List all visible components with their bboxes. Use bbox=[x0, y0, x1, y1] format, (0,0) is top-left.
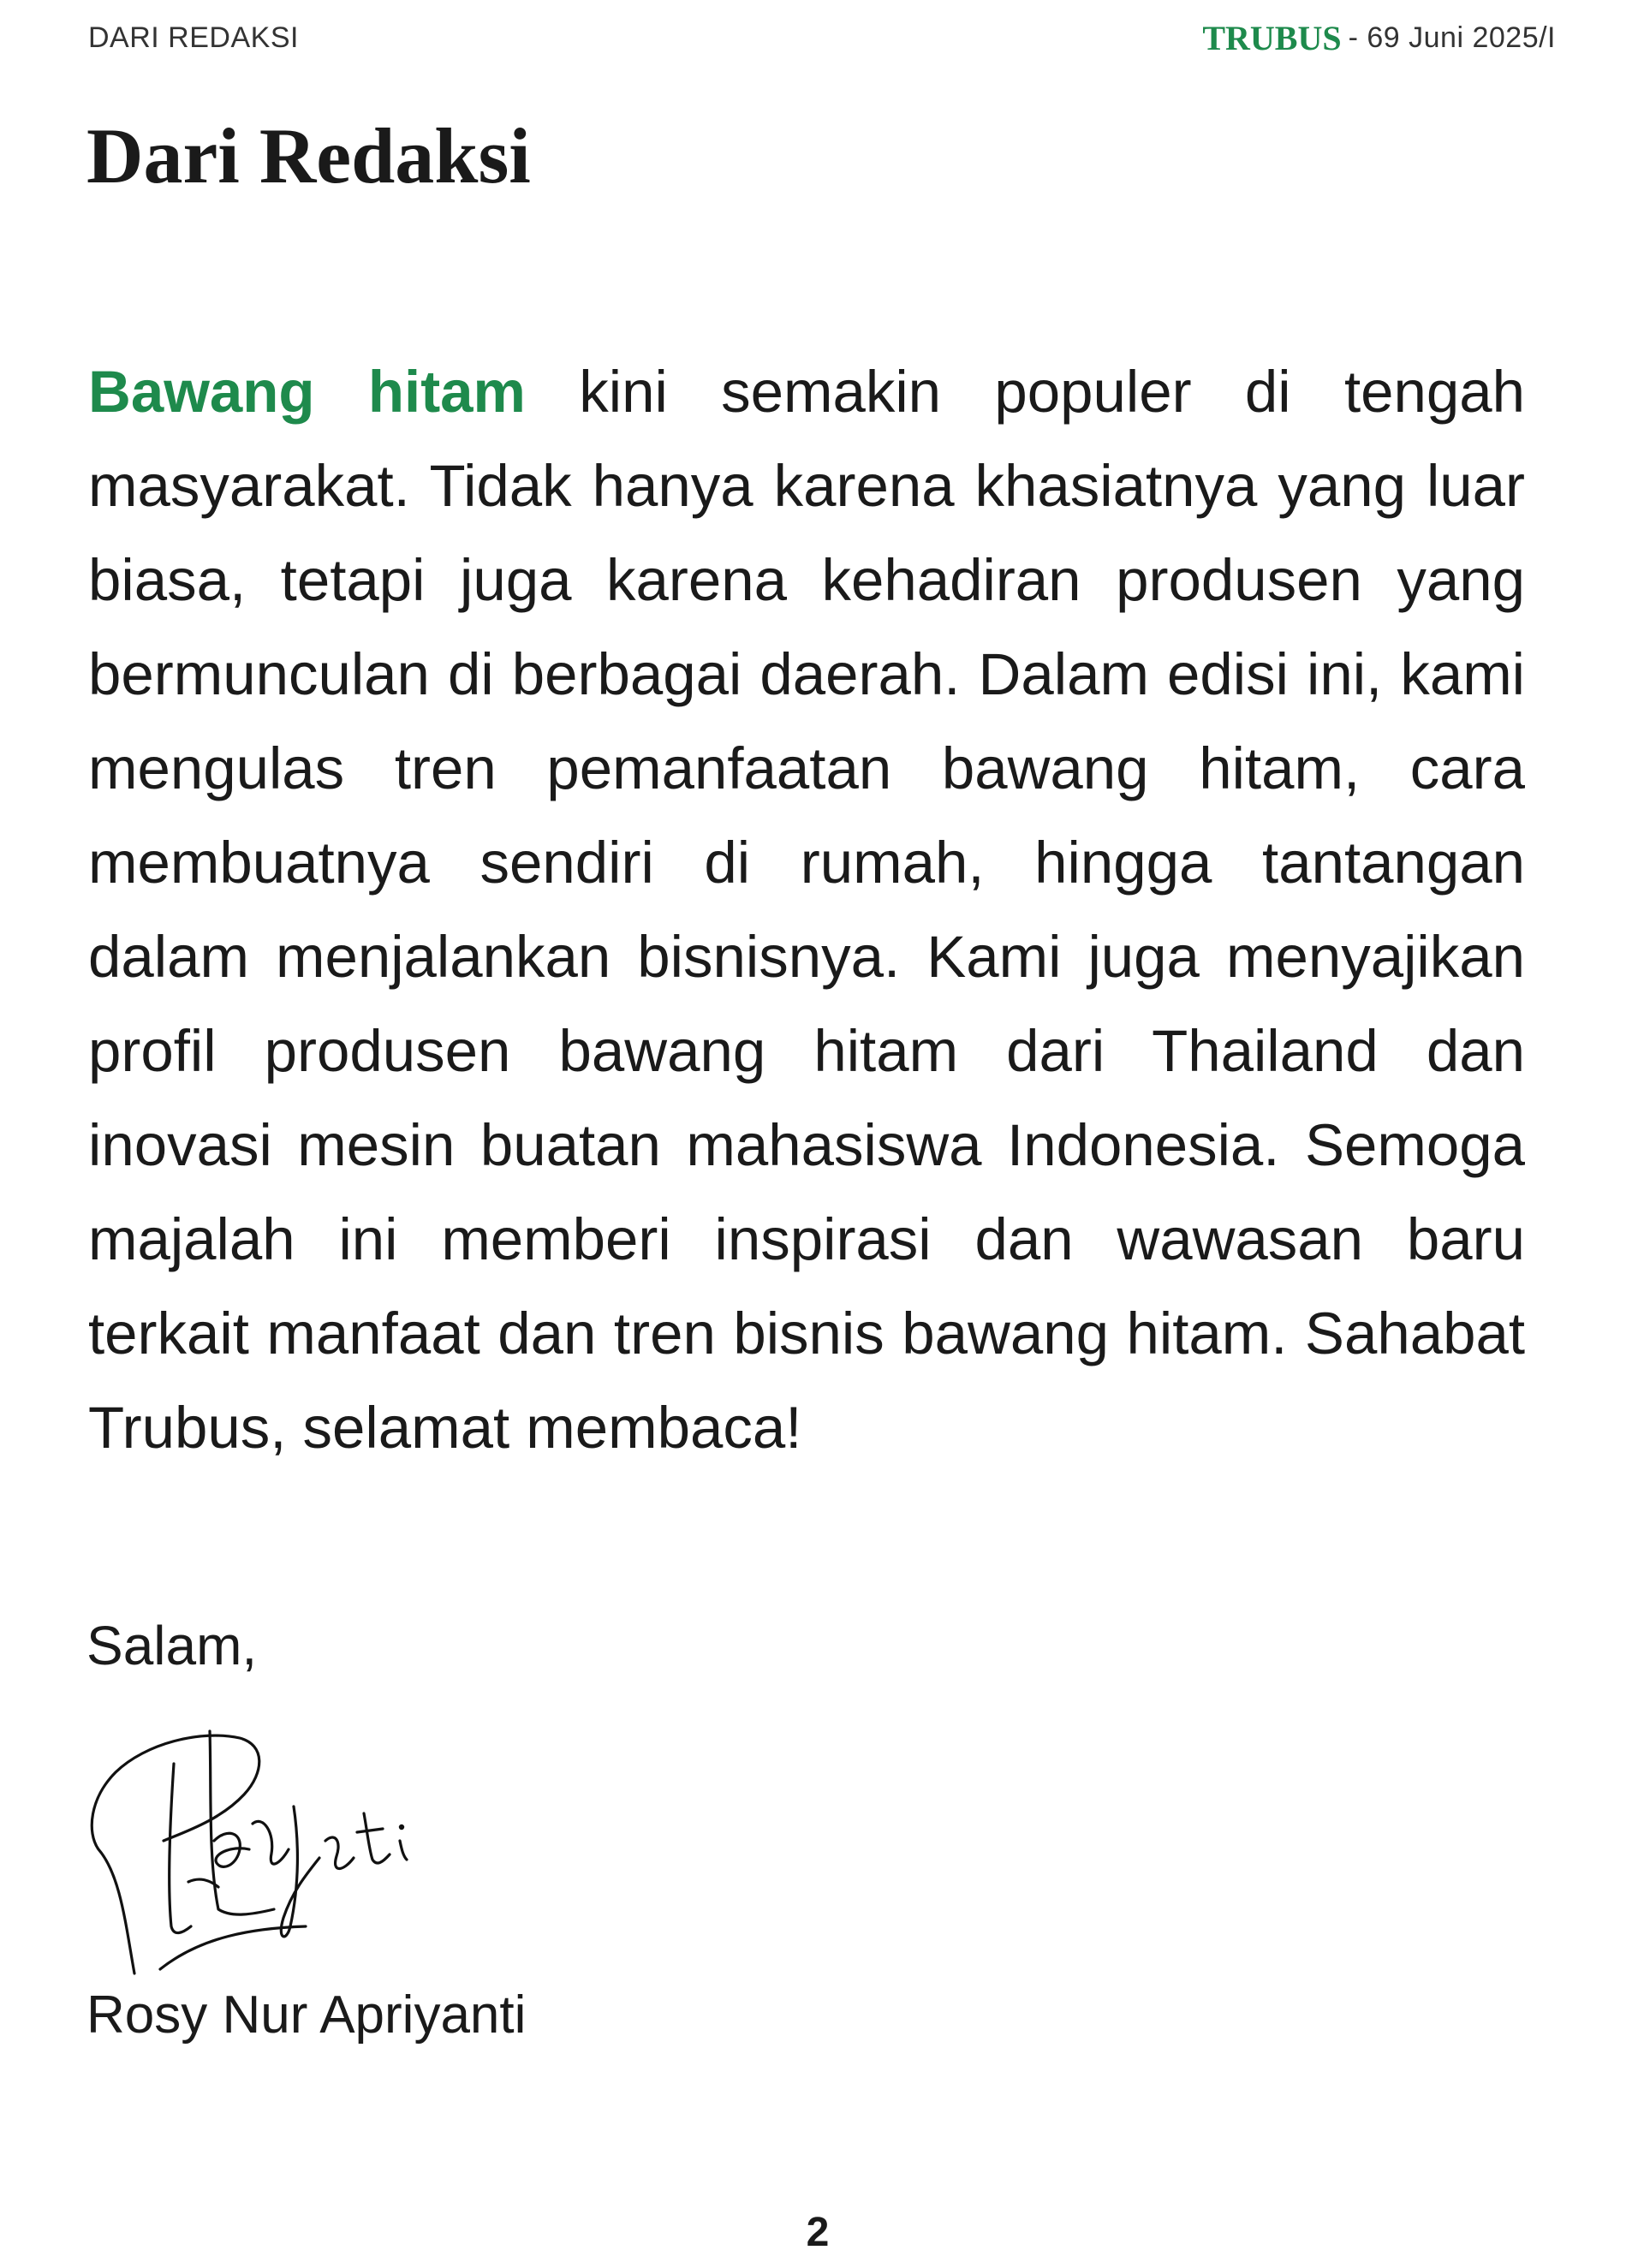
issue-info bbox=[1202, 18, 1556, 58]
editorial-body bbox=[88, 345, 1525, 1475]
running-head bbox=[88, 12, 1556, 63]
section-label: DARI REDAKSI bbox=[88, 21, 299, 54]
issue-label: - 69 Juni 2025/I bbox=[1348, 21, 1556, 54]
page-title: Dari Redaksi bbox=[86, 112, 531, 199]
trubus-logo: TRUBUS bbox=[1202, 18, 1342, 57]
editorial-text: kini semakin populer di tengah masyarakat. Tidak hanya karena khasiatnya yang luar biasa, tetapi juga karena kehadiran produsen yang bermunculan di berbagai daerah. Dalam edisi ini, kami mengulas tren pemanfaatan bawang hitam, cara membuatnya sendiri di rumah, hingga tantangan dalam menjalankan bisnisnya. Kami juga menyajikan profil produsen bawang hitam dari Thailand dan inovasi mesin buatan mahasiswa Indonesia. Semoga majalah ini memberi inspirasi dan wawasan baru terkait manfaat dan tren bisnis bawang hitam. Sahabat Trubus, selamat membaca! bbox=[88, 359, 1525, 1461]
signer-name: Rosy Nur Apriyanti bbox=[86, 1985, 527, 2045]
closing-salutation: Salam, bbox=[86, 1615, 258, 1676]
highlighted-lead: Bawang hitam bbox=[88, 359, 526, 425]
signature bbox=[81, 1712, 424, 1986]
page-number: 2 bbox=[806, 2210, 830, 2255]
